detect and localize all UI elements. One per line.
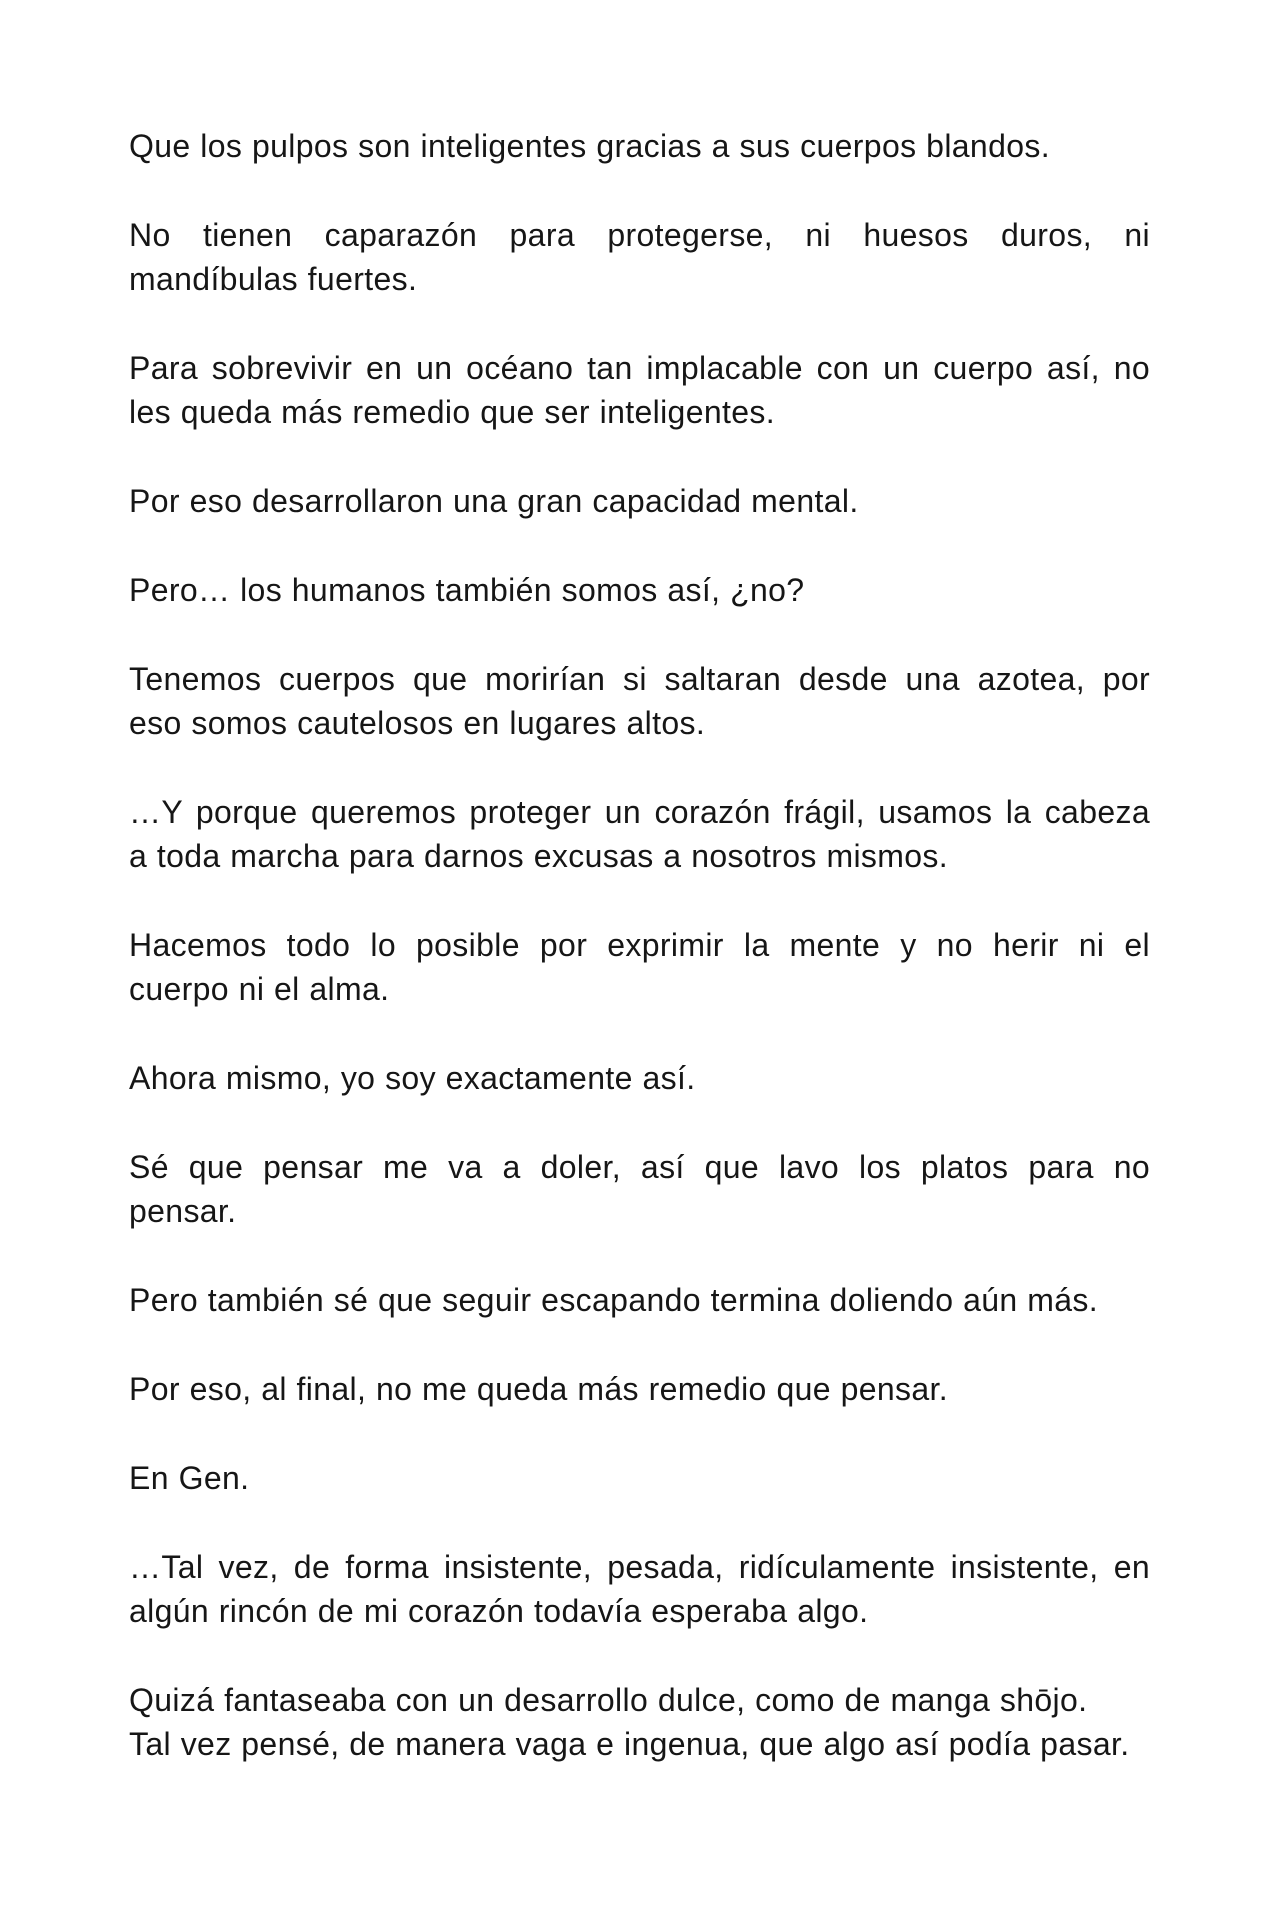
paragraph (129, 1278, 1150, 1322)
text-line: Ahora mismo, yo soy exactamente así. (129, 1060, 696, 1096)
paragraph (129, 1367, 1150, 1411)
paragraph (129, 923, 1150, 1011)
text-line: eso somos cautelosos en lugares altos. (129, 705, 706, 741)
document-page (129, 124, 1150, 1811)
text-line: a toda marcha para darnos excusas a nosotros mismos. (129, 838, 949, 874)
paragraph (129, 124, 1150, 168)
text-line: cuerpo ni el alma. (129, 971, 390, 1007)
text-line: algún rincón de mi corazón todavía esperaba algo. (129, 1593, 869, 1629)
text-line: Para sobrevivir en un océano tan implacable con un cuerpo así, no (129, 350, 1150, 386)
text-line: Por eso, al final, no me queda más remedio que pensar. (129, 1371, 949, 1407)
paragraph (129, 479, 1150, 523)
text-line: Sé que pensar me va a doler, así que lavo los platos para no (129, 1149, 1150, 1185)
text-line: Quizá fantaseaba con un desarrollo dulce, como de manga shōjo. (129, 1682, 1088, 1718)
text-line: mandíbulas fuertes. (129, 261, 418, 297)
paragraph (129, 568, 1150, 612)
paragraph (129, 1056, 1150, 1100)
text-line: …Tal vez, de forma insistente, pesada, ridículamente insistente, en (129, 1549, 1150, 1585)
text-line: les queda más remedio que ser inteligentes. (129, 394, 775, 430)
text-line: Pero… los humanos también somos así, ¿no? (129, 572, 805, 608)
paragraph (129, 1678, 1150, 1766)
text-line: Por eso desarrollaron una gran capacidad mental. (129, 483, 859, 519)
paragraph (129, 790, 1150, 878)
paragraph (129, 346, 1150, 434)
text-line: …Y porque queremos proteger un corazón frágil, usamos la cabeza (129, 794, 1150, 830)
paragraph (129, 213, 1150, 301)
text-line: Hacemos todo lo posible por exprimir la mente y no herir ni el (129, 927, 1150, 963)
paragraph (129, 1545, 1150, 1633)
paragraph (129, 657, 1150, 745)
text-line: Tal vez pensé, de manera vaga e ingenua, que algo así podía pasar. (129, 1726, 1130, 1762)
text-line: En Gen. (129, 1460, 250, 1496)
text-line: Pero también sé que seguir escapando termina doliendo aún más. (129, 1282, 1099, 1318)
text-line: pensar. (129, 1193, 237, 1229)
paragraph (129, 1456, 1150, 1500)
text-line: Tenemos cuerpos que morirían si saltaran desde una azotea, por (129, 661, 1150, 697)
paragraph (129, 1145, 1150, 1233)
text-line: No tienen caparazón para protegerse, ni huesos duros, ni (129, 217, 1150, 253)
text-line: Que los pulpos son inteligentes gracias a sus cuerpos blandos. (129, 128, 1050, 164)
